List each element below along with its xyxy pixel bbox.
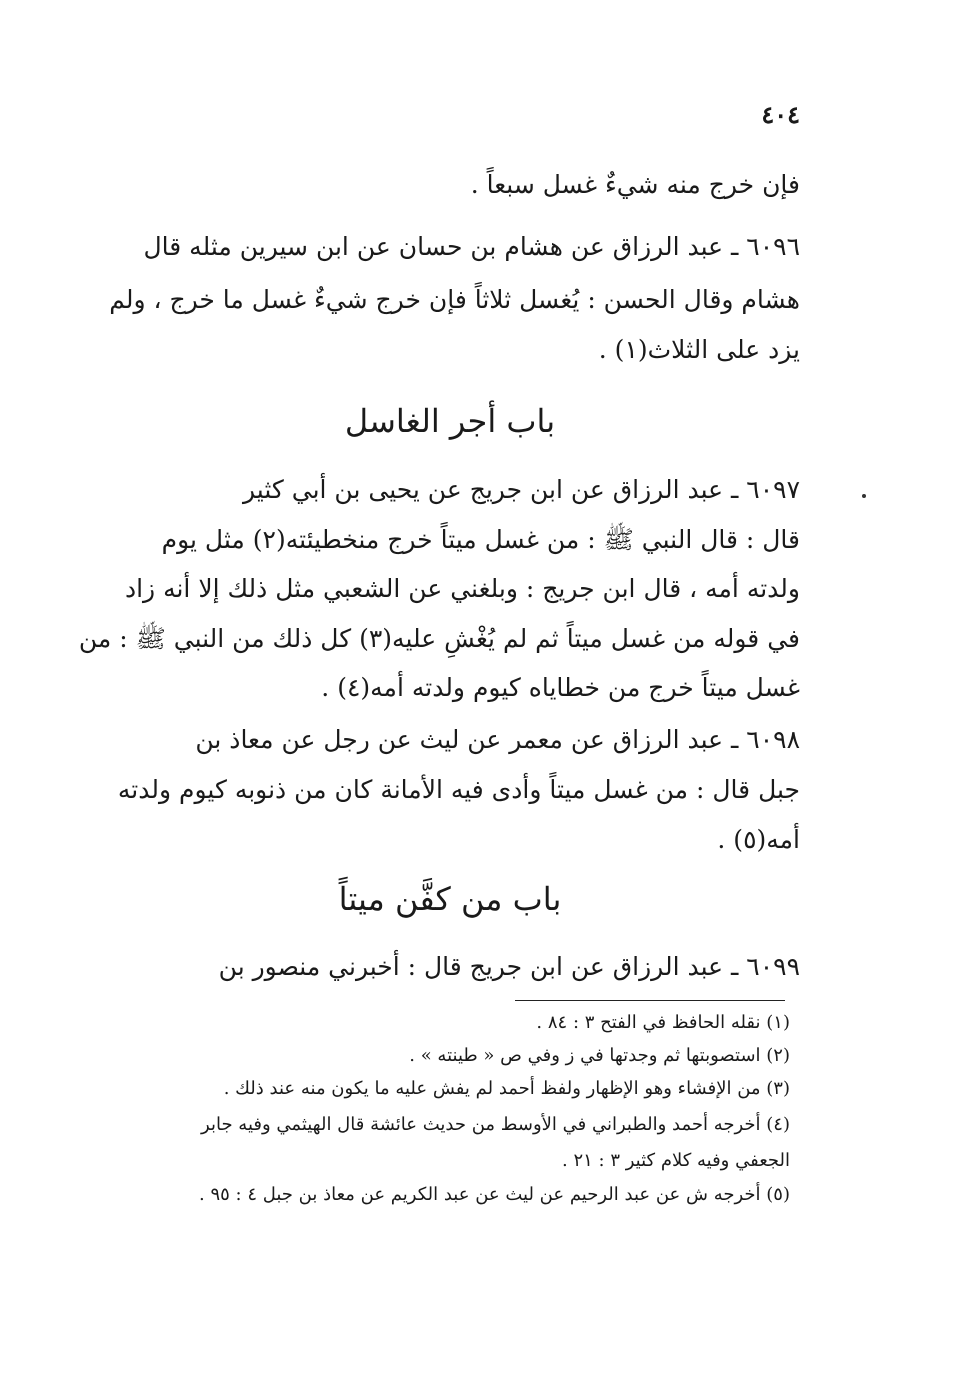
footnote-4: (٤) أخرجه أحمد والطبراني في الأوسط من حديث عائشة قال الهيثمي وفيه جابر [201, 1114, 790, 1135]
page-number: ٤٠٤ [761, 100, 800, 129]
footnote-3: (٣) من الإفشاء وهو الإظهار ولفظ أحمد لم يفش عليه ما يكون منه عند ذلك . [223, 1078, 790, 1099]
hadith-6097-line-2: قال : قال النبي ﷺ : من غسل ميتاً خرج منخطيئته(٢) مثل يوم [161, 525, 800, 554]
hadith-6098-line-1: ٦٠٩٨ ـ عبد الرزاق عن معمر عن ليث عن رجل عن معاذ بن [195, 725, 800, 754]
chapter-heading-washer-reward: باب أجر الغاسل [344, 402, 556, 440]
hadith-6097-line-5: غسل ميتاً خرج من خطاياه كيوم ولدته أمه(٤) . [321, 673, 800, 702]
hadith-6097-line-1: ٦٠٩٧ ـ عبد الرزاق عن ابن جريج عن يحيى بن أبي كثير [243, 475, 800, 504]
hadith-6096-line-2: هشام وقال الحسن : يُغسل ثلاثاً فإن خرج شيءٌ غسل ما خرج ، ولم [109, 285, 800, 314]
hadith-6097-line-3: ولدته أمه ، قال ابن جريج : وبلغني عن الشعبي مثل ذلك إلا أنه زاد [124, 574, 800, 603]
margin-mark [862, 494, 866, 498]
footnote-rule [515, 1000, 785, 1001]
hadith-6099-line-1: ٦٠٩٩ ـ عبد الرزاق عن ابن جريج قال : أخبرني منصور بن [218, 952, 800, 981]
footnote-4-continued: الجعفي وفيه كلام كثير ٣ : ٢١ . [562, 1150, 790, 1171]
footnote-2: (٢) استصوبتها ثم وجدتها في ز وفي ص « طينته » . [409, 1045, 790, 1066]
hadith-6098-line-3: أمه(٥) . [717, 825, 800, 854]
hadith-6096-line-1: ٦٠٩٦ ـ عبد الرزاق عن هشام بن حسان عن ابن سيرين مثله قال [143, 232, 800, 261]
chapter-heading-shrouding: باب من كفَّن ميتاً [338, 880, 562, 918]
footnote-1: (١) نقله الحافظ في الفتح ٣ : ٨٤ . [536, 1012, 790, 1033]
text-line: فإن خرج منه شيءٌ غسل سبعاً . [470, 170, 800, 199]
hadith-6096-line-3: يزد على الثلاث(١) . [598, 335, 800, 364]
hadith-6097-line-4: في قوله من غسل ميتاً ثم لم يُغْشِ عليه(٣) كل ذلك من النبي ﷺ : من [78, 624, 800, 653]
footnote-5: (٥) أخرجه ش عن عبد الرحيم عن ليث عن عبد الكريم عن معاذ بن جبل ٤ : ٩٥ . [199, 1184, 790, 1205]
hadith-6098-line-2: جبل قال : من غسل ميتاً وأدى فيه الأمانة كان من ذنوبه كيوم ولدته [117, 775, 800, 804]
